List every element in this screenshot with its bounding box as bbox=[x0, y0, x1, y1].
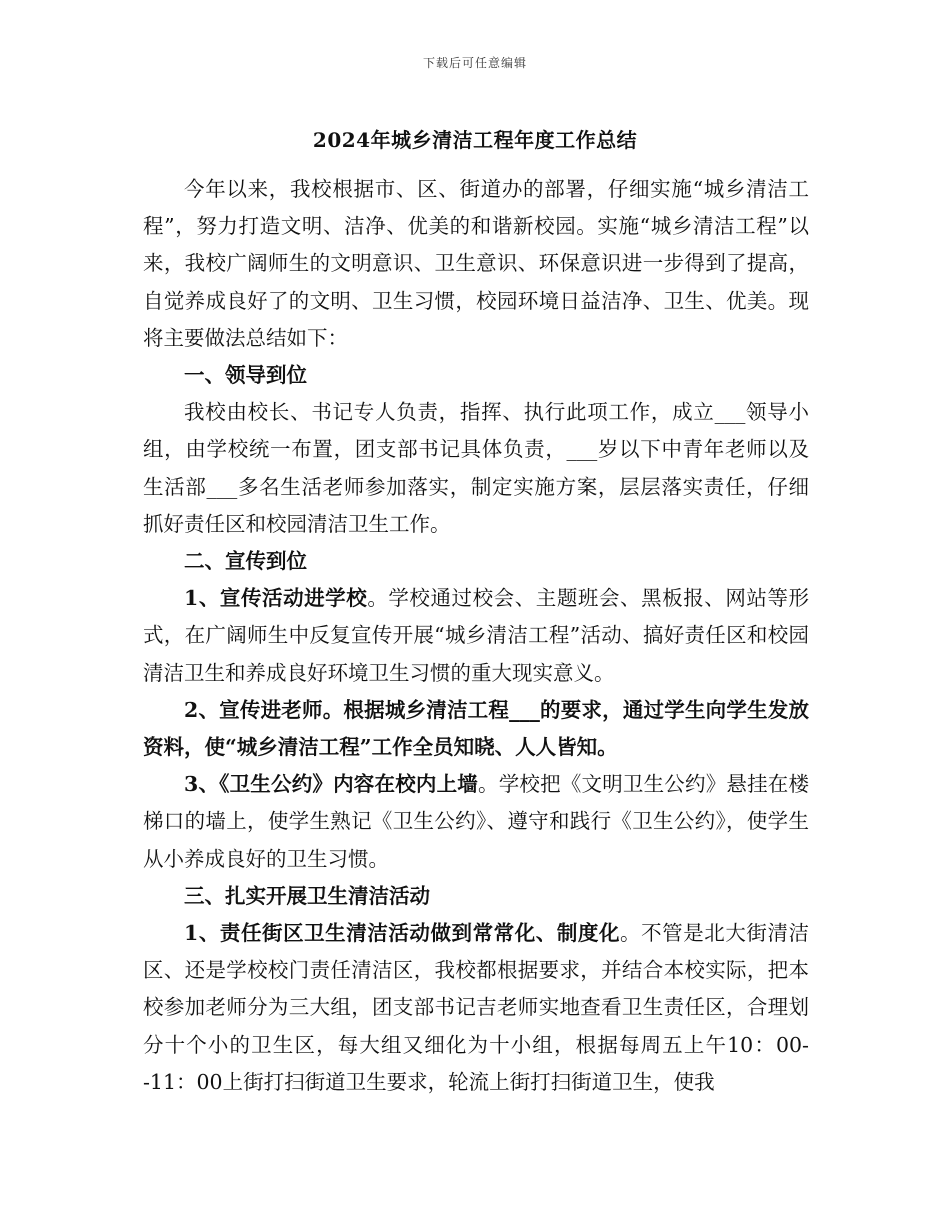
publicity-item-1-text: 。学校通过校会、主题班会、黑板报、网站等形式，在广阔师生中反复宣传开展“城乡清洁工程”活动、搞好责任区和校园清洁卫生和养成良好环境卫生习惯的重大现实意义。 bbox=[143, 586, 810, 685]
leadership-paragraph: 我校由校长、书记专人负责，指挥、执行此项工作，成立___领导小组，由学校统一布置，团支部书记具体负责，___岁以下中青年老师以及生活部___多名生活老师参加落实，制定实施方案，层层落实责任，仔细抓好责任区和校园清洁卫生工作。 bbox=[143, 400, 809, 536]
publicity-item-3-text: 。学校把《文明卫生公约》悬挂在楼梯口的墙上，使学生熟记《卫生公约》、遵守和践行《卫生公约》，使学生从小养成良好的卫生习惯。 bbox=[143, 772, 810, 871]
section-heading-publicity: 二、宣传到位 bbox=[184, 549, 307, 574]
publicity-item-2: 2、宣传进老师。根据城乡清洁工程___的要求，通过学生向学生发放资料，使“城乡清洁工程”工作全员知晓、人人皆知。 bbox=[143, 697, 809, 760]
document-body bbox=[143, 171, 809, 1101]
cleaning-item-1-text: 。不管是北大街清洁区、还是学校校门责任清洁区，我校都根据要求，并结合本校实际，把本校参加老师分为三大组，团支部书记吉老师实地查看卫生责任区，合理划分十个小的卫生区，每大组又细化为十小组，根据每周五上午10：00--11：00上街打扫街道卫生要求，轮流上街打扫街道卫生，使我 bbox=[143, 921, 810, 1094]
publicity-item-1 bbox=[143, 580, 809, 692]
cleaning-item-1-title: 1、责任街区卫生清洁活动做到常常化、制度化 bbox=[184, 921, 621, 946]
page-header: 下载后可任意编辑 bbox=[422, 56, 527, 70]
section-heading-leadership: 一、领导到位 bbox=[184, 363, 307, 388]
cleaning-item-1 bbox=[143, 915, 809, 1101]
document-title: 2024年城乡清洁工程年度工作总结 bbox=[312, 128, 638, 152]
publicity-item-3 bbox=[143, 766, 809, 878]
section-heading-cleaning: 三、扎实开展卫生清洁活动 bbox=[184, 883, 430, 908]
publicity-item-1-title: 1、宣传活动进学校 bbox=[184, 586, 368, 611]
publicity-item-3-title: 3、《卫生公约》内容在校内上墙 bbox=[184, 772, 479, 797]
intro-paragraph: 今年以来，我校根据市、区、街道办的部署，仔细实施“城乡清洁工程”，努力打造文明、洁净、优美的和谐新校园。实施“城乡清洁工程”以来，我校广阔师生的文明意识、卫生意识、环保意识进一步得到了提高，自觉养成良好了的文明、卫生习惯，校园环境日益洁净、卫生、优美。现将主要做法总结如下： bbox=[143, 177, 809, 350]
